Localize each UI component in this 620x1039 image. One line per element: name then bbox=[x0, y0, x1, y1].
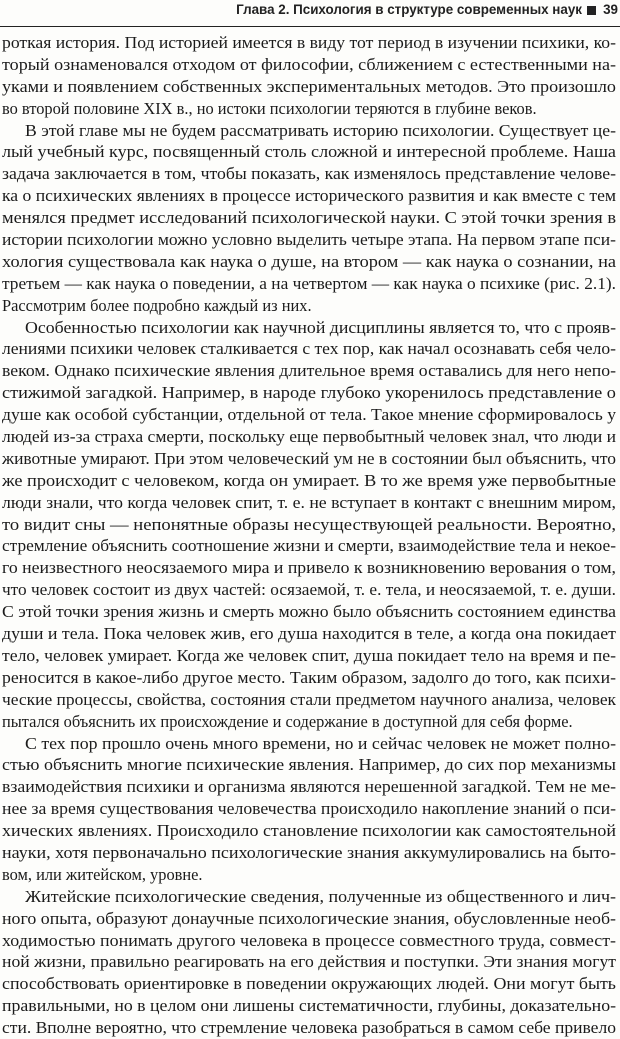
black-square-icon bbox=[587, 6, 596, 15]
text-line-content: люди знали, что когда человек спит, т. е. не вступает в контакт с внешним миром, bbox=[2, 492, 617, 512]
text-line-content: души и тела. Пока человек жив, его душа находится в теле, а когда она покидает bbox=[2, 624, 617, 644]
text-line bbox=[0, 864, 620, 886]
text-line bbox=[0, 930, 620, 952]
text-line-content: менялся предмет исследований психологической науки. С этой точки зрения в bbox=[2, 208, 617, 228]
text-line bbox=[0, 426, 620, 448]
text-line-content: правильными, но в целом они лишены систематичности, глубины, доказательно- bbox=[2, 996, 617, 1016]
text-line-content: го неизвестного неосязаемого мира и привело к возникновению верования о том, bbox=[2, 558, 616, 578]
text-line bbox=[0, 470, 620, 492]
text-line bbox=[0, 1017, 620, 1039]
text-line-content: хических явлениях. Происходило становление психологии как самостоятельной bbox=[2, 821, 616, 841]
text-line bbox=[0, 514, 620, 536]
text-line bbox=[0, 733, 620, 755]
text-line bbox=[0, 623, 620, 645]
text-line bbox=[0, 951, 620, 973]
text-line-content: что человек состоит из двух частей: осязаемой, т. е. тела, и неосязаемой, т. е. души. bbox=[2, 580, 616, 600]
text-line bbox=[0, 76, 620, 98]
text-line-content: людей из-за страха смерти, поскольку еще первобытный человек знал, что люди и bbox=[2, 427, 616, 447]
text-line bbox=[0, 579, 620, 601]
running-header bbox=[0, 0, 620, 27]
text-line-content: третьем — как наука о поведении, а на четвертом — как наука о психике (рис. 2.1). bbox=[2, 273, 616, 293]
text-line-content: взаимодействия психики и организма являются нерешенной загадкой. Тем не ме- bbox=[2, 777, 616, 797]
text-line-content: В этой главе мы не будем рассматривать историю психологии. Существует це- bbox=[25, 120, 616, 140]
text-line-content: науки, хотя первоначально психологические знания аккумулировались на быто- bbox=[2, 842, 616, 862]
text-line bbox=[0, 338, 620, 360]
text-line bbox=[0, 973, 620, 995]
text-line bbox=[0, 776, 620, 798]
chapter-running-title: Глава 2. Психология в структуре современных наук bbox=[236, 2, 582, 17]
text-line-content: тело, человек умирает. Когда же человек спит, душа покидает тело на время и пе- bbox=[2, 645, 616, 665]
text-line-content: то видит сны — непонятные образы несуществующей реальности. Вероятно, bbox=[2, 514, 617, 534]
text-line bbox=[0, 295, 620, 317]
text-line-content: стью объяснить многие психические явления. Например, до сих пор механизмы bbox=[2, 755, 617, 775]
text-line bbox=[0, 54, 620, 76]
text-line bbox=[0, 995, 620, 1017]
text-line bbox=[0, 163, 620, 185]
text-line-content: роткая история. Под историей имеется в виду тот период в изучении психики, ко- bbox=[2, 33, 616, 52]
text-line bbox=[0, 820, 620, 842]
text-line-content: ной жизни, правильно реагировать на его действия и поступки. Эти знания могут bbox=[2, 952, 617, 972]
text-line-content: животные умирают. При этом человеческий ум не в состоянии был объяснить, что bbox=[2, 448, 616, 468]
text-line bbox=[0, 448, 620, 470]
text-line-content: веком. Однако психические явления длительное время оставались для него непо- bbox=[2, 361, 616, 381]
text-line bbox=[0, 141, 620, 163]
text-line-content: сти. Вполне вероятно, что стремление человека разобраться в самом себе привело bbox=[2, 1018, 616, 1038]
text-line bbox=[0, 886, 620, 908]
text-line-content: стремление объяснить соотношение жизни и смерти, взаимодействие тела и некое- bbox=[2, 536, 617, 556]
text-line bbox=[0, 535, 620, 557]
text-line bbox=[0, 317, 620, 339]
text-line-content: способствовать ориентировке в поведении окружающих людей. Они могут быть bbox=[2, 974, 616, 994]
text-line bbox=[0, 229, 620, 251]
text-line-content: же происходит с человеком, когда он умирает. В то же время уже первобытные bbox=[2, 470, 617, 490]
text-line-content: ческие процессы, свойства, состояния стали предметом научного анализа, человек bbox=[2, 689, 617, 709]
text-line bbox=[0, 360, 620, 382]
text-line-content: задача заключается в том, чтобы показать, как изменялось представление челове- bbox=[2, 164, 616, 184]
text-line bbox=[0, 711, 620, 733]
text-line bbox=[0, 689, 620, 711]
text-line-content: ного опыта, образуют донаучные психологические знания, обусловленные необ- bbox=[2, 908, 617, 928]
text-line bbox=[0, 32, 620, 54]
text-line bbox=[0, 185, 620, 207]
text-line-content: истории психологии можно условно выделить четыре этапа. На первом этапе пси- bbox=[2, 230, 616, 250]
text-line-content: стижимой загадкой. Например, в народе глубоко укоренилось представление о bbox=[2, 383, 616, 403]
text-line bbox=[0, 120, 620, 142]
text-line bbox=[0, 207, 620, 229]
text-line-content: ходимостью понимать другого человека в процессе совместного труда, совмест- bbox=[2, 930, 617, 950]
body-text bbox=[0, 32, 620, 1039]
text-line-content: Житейские психологические сведения, полученные из общественного и лич- bbox=[25, 886, 617, 906]
text-line-content: уками и появлением собственных экспериментальных методов. Это произошло bbox=[2, 76, 616, 96]
text-line bbox=[0, 273, 620, 295]
text-line-content: вом, или житейском, уровне. bbox=[2, 864, 203, 884]
text-line bbox=[0, 667, 620, 689]
text-line bbox=[0, 842, 620, 864]
text-line bbox=[0, 98, 620, 120]
text-line-content: нее за время существования человечества происходило накопление знаний о пси- bbox=[2, 799, 617, 819]
text-line-content: Особенностью психологии как научной дисциплины является то, что с прояв- bbox=[25, 317, 617, 337]
text-line bbox=[0, 404, 620, 426]
text-line-content: во второй половине XIX в., но истоки психологии теряются в глубине веков. bbox=[2, 98, 537, 118]
text-line bbox=[0, 492, 620, 514]
text-line bbox=[0, 601, 620, 623]
text-line-content: С тех пор прошло очень много времени, но и сейчас человек не может полно- bbox=[25, 733, 617, 753]
text-line bbox=[0, 251, 620, 273]
text-line-content: Рассмотрим более подробно каждый из них. bbox=[2, 295, 312, 315]
text-line bbox=[0, 382, 620, 404]
text-line-content: С этой точки зрения жизнь и смерть можно было объяснить состоянием единства bbox=[2, 602, 617, 622]
text-line-content: реносится в какое-либо другое место. Таким образом, задолго до того, как психи- bbox=[2, 667, 616, 687]
text-line bbox=[0, 645, 620, 667]
text-line bbox=[0, 908, 620, 930]
text-line-content: торый ознаменовался отходом от философии, сближением с естественными на- bbox=[2, 54, 617, 74]
page-number: 39 bbox=[603, 2, 618, 17]
text-line-content: хология существовала как наука о душе, на втором — как наука о сознании, на bbox=[2, 251, 617, 271]
text-line bbox=[0, 754, 620, 776]
text-line-content: ка о психических явлениях в процессе исторического развития и как вместе с тем bbox=[2, 186, 617, 206]
text-line bbox=[0, 798, 620, 820]
text-line-content: лый учебный курс, посвященный столь сложной и интересной проблеме. Наша bbox=[2, 142, 616, 162]
text-line-content: душе как особой субстанции, отдельной от тела. Такое мнение сформировалось у bbox=[2, 405, 617, 425]
text-line bbox=[0, 557, 620, 579]
text-line-content: лениями психики человек сталкивается с тех пор, как начал осознавать себя чело- bbox=[2, 339, 616, 359]
text-line-content: пытался объяснить их происхождение и содержание в доступной для себя форме. bbox=[2, 711, 573, 731]
